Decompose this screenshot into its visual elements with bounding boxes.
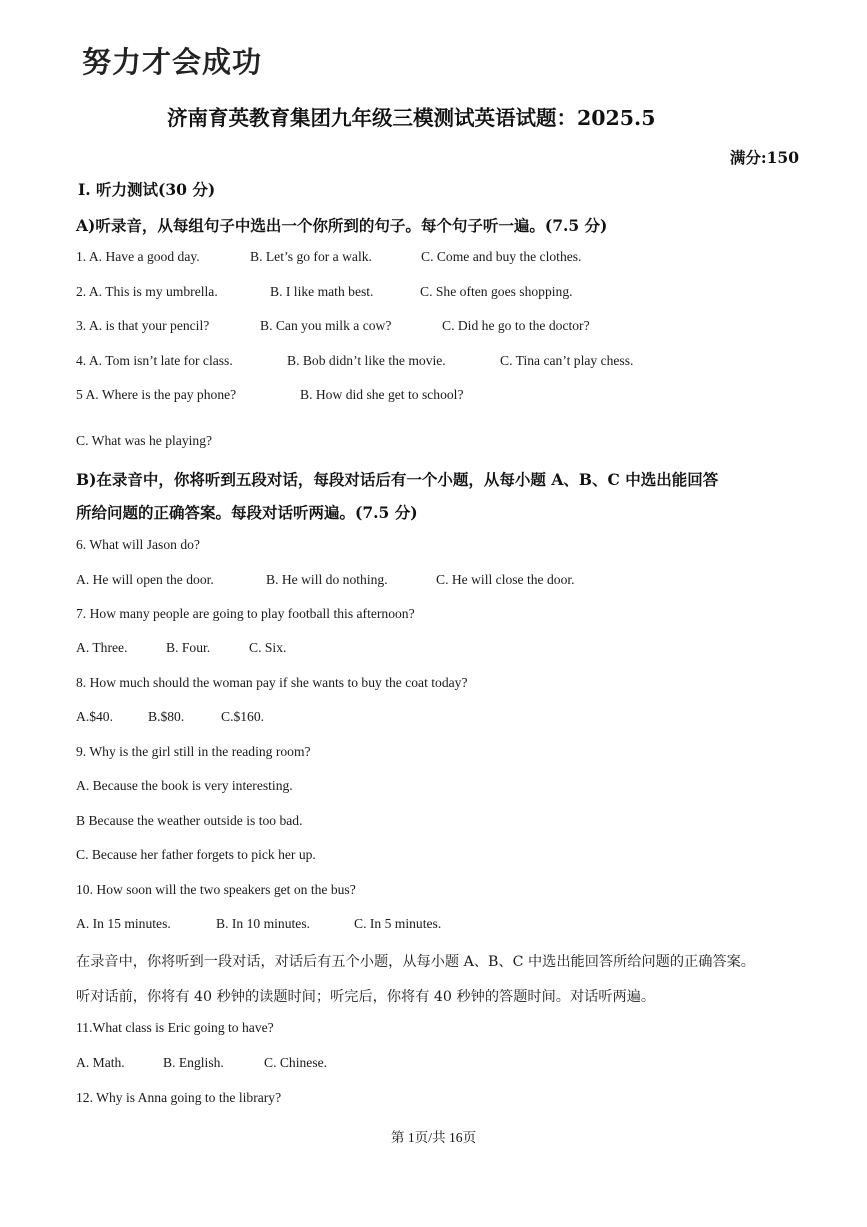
question-6-options <box>76 572 575 588</box>
q6-option-a: A. He will open the door. <box>76 572 214 587</box>
q4-option-b: B. Bob didn’t like the movie. <box>287 353 446 368</box>
q2-option-a: 2. A. This is my umbrella. <box>76 284 218 299</box>
q4-option-a: 4. A. Tom isn’t late for class. <box>76 353 233 368</box>
q5-option-a: 5 A. Where is the pay phone? <box>76 387 237 402</box>
question-2 <box>76 284 573 300</box>
q7-option-c: C. Six. <box>249 640 287 655</box>
q9-option-a: A. Because the book is very interesting. <box>76 778 293 793</box>
q2-option-c: C. She often goes shopping. <box>420 284 573 299</box>
question-11-options <box>76 1055 327 1071</box>
section-listening-title: Ⅰ. 听力测试(30 分) <box>78 180 216 199</box>
q9-option-c: C. Because her father forgets to pick her up. <box>76 847 316 862</box>
question-8-options <box>76 709 264 725</box>
question-9: 9. Why is the girl still in the reading room? <box>76 744 311 759</box>
part-a-instruction: A)听录音，从每组句子中选出一个你所到的句子。每个句子听一遍。(7.5 分) <box>76 216 608 235</box>
q3-option-b: B. Can you milk a cow? <box>260 318 392 333</box>
q6-option-b: B. He will do nothing. <box>266 572 388 587</box>
question-7: 7. How many people are going to play football this afternoon? <box>76 606 415 621</box>
q9-option-b: B Because the weather outside is too bad. <box>76 813 303 828</box>
question-7-options <box>76 640 286 656</box>
part-b-instruction-line2: 所给问题的正确答案。每段对话听两遍。(7.5 分) <box>76 503 418 522</box>
question-1 <box>76 249 581 265</box>
q6-option-c: C. He will close the door. <box>436 572 575 587</box>
question-8: 8. How much should the woman pay if she wants to buy the coat today? <box>76 675 468 690</box>
page-number-footer: 第 1页/共 16页 <box>390 1130 477 1145</box>
q7-option-a: A. Three. <box>76 640 128 655</box>
question-3 <box>76 318 590 334</box>
q1-option-a: 1. A. Have a good day. <box>76 249 200 264</box>
q10-option-c: C. In 5 minutes. <box>354 916 442 931</box>
q8-option-a: A.$40. <box>76 709 114 724</box>
question-12: 12. Why is Anna going to the library? <box>76 1090 282 1105</box>
q5-option-c: C. What was he playing? <box>76 433 213 448</box>
q4-option-c: C. Tina can’t play chess. <box>500 353 634 368</box>
full-score-label: 满分:150 <box>729 148 799 167</box>
q10-option-b: B. In 10 minutes. <box>216 916 311 931</box>
q11-option-b: B. English. <box>163 1055 224 1070</box>
q3-option-a: 3. A. is that your pencil? <box>76 318 210 333</box>
q2-option-b: B. I like math best. <box>270 284 374 299</box>
q1-option-b: B. Let’s go for a walk. <box>250 249 372 264</box>
q7-option-b: B. Four. <box>166 640 211 655</box>
question-10-options <box>76 916 441 932</box>
q10-option-a: A. In 15 minutes. <box>76 916 171 931</box>
part-c-instruction-line1: 在录音中，你将听到一段对话，对话后有五个小题，从每小题 A、B、C 中选出能回答所给问题的正确答案。 <box>76 954 755 970</box>
q11-option-a: A. Math. <box>76 1055 125 1070</box>
question-5 <box>76 387 463 403</box>
q5-option-b: B. How did she get to school? <box>300 387 464 402</box>
exam-title: 济南育英教育集团九年级三模测试英语试题：2025.5 <box>167 106 656 130</box>
question-11: 11.What class is Eric going to have? <box>76 1020 274 1035</box>
q11-option-c: C. Chinese. <box>264 1055 328 1070</box>
q1-option-c: C. Come and buy the clothes. <box>421 249 582 264</box>
q3-option-c: C. Did he go to the doctor? <box>442 318 590 333</box>
question-6: 6. What will Jason do? <box>76 537 200 552</box>
part-c-instruction-line2: 听对话前，你将有 40 秒钟的读题时间；听完后，你将有 40 秒钟的答题时间。对话听两遍。 <box>76 989 656 1005</box>
question-10: 10. How soon will the two speakers get on the bus? <box>76 882 356 897</box>
motto-heading: 努力才会成功 <box>82 45 263 79</box>
question-4 <box>76 353 633 369</box>
part-b-instruction-line1: B)在录音中，你将听到五段对话，每段对话后有一个小题，从每小题 A、B、C 中选出能回答 <box>76 470 719 489</box>
q8-option-b: B.$80. <box>148 709 185 724</box>
q8-option-c: C.$160. <box>221 709 265 724</box>
